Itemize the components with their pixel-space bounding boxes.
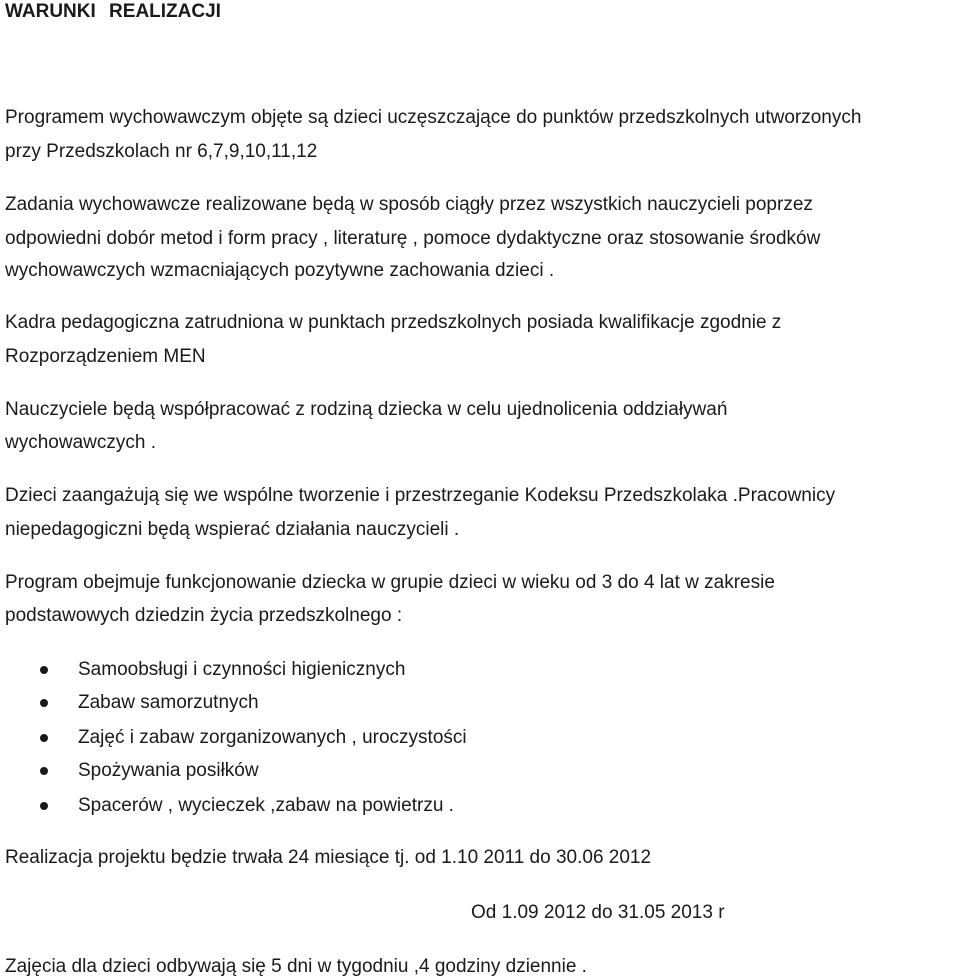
list-item xyxy=(0,726,960,750)
paragraph-5-line-1: Dzieci zaangażują się we wspólne tworzenie i przestrzeganie Kodeksu Przedszkolaka .Pracownicy xyxy=(5,485,836,506)
paragraph-4-line-1: Nauczyciele będą współpracować z rodziną dziecka w celu ujednolicenia oddziaływań xyxy=(5,399,728,420)
list-item xyxy=(0,794,960,818)
list-item-text: Spacerów , wycieczek ,zabaw na powietrzu . xyxy=(78,795,454,816)
paragraph-4-line-2: wychowawczych . xyxy=(5,432,156,453)
list-item-text: Zajęć i zabaw zorganizowanych , uroczystości xyxy=(78,727,467,748)
list-item xyxy=(0,691,960,715)
paragraph-5-line-2: niepedagogiczni będą wspierać działania nauczycieli . xyxy=(5,519,460,540)
bullet-icon xyxy=(40,802,48,810)
paragraph-6-line-1: Program obejmuje funkcjonowanie dziecka w grupie dzieci w wieku od 3 do 4 lat w zakresie xyxy=(5,572,775,593)
paragraph-1-line-1: Programem wychowawczym objęte są dzieci uczęszczające do punktów przedszkolnych utworzonych xyxy=(5,107,862,128)
list-item-text: Spożywania posiłków xyxy=(78,760,259,781)
bullet-icon xyxy=(40,699,48,707)
paragraph-2-line-3: wychowawczych wzmacniających pozytywne zachowania dzieci . xyxy=(5,260,555,281)
bullet-icon xyxy=(40,666,48,674)
paragraph-2-line-2: odpowiedni dobór metod i form pracy , literaturę , pomoce dydaktyczne oraz stosowanie środków xyxy=(5,228,821,249)
paragraph-1-line-2: przy Przedszkolach nr 6,7,9,10,11,12 xyxy=(5,141,318,162)
list-item-text: Samoobsługi i czynności higienicznych xyxy=(78,659,406,680)
document-title: WARUNKI REALIZACJI xyxy=(5,1,221,22)
list-item xyxy=(0,759,960,783)
bullet-icon xyxy=(40,734,48,742)
realization-period-line-1: Realizacja projektu będzie trwała 24 miesiące tj. od 1.10 2011 do 30.06 2012 xyxy=(5,847,652,868)
paragraph-3-line-1: Kadra pedagogiczna zatrudniona w punktach przedszkolnych posiada kwalifikacje zgodnie z xyxy=(5,312,782,333)
paragraph-6-line-2: podstawowych dziedzin życia przedszkolnego : xyxy=(5,605,403,626)
realization-period-line-2: Od 1.09 2012 do 31.05 2013 r xyxy=(471,902,725,923)
list-item xyxy=(0,658,960,682)
schedule-text: Zajęcia dla dzieci odbywają się 5 dni w tygodniu ,4 godziny dziennie . xyxy=(5,956,587,977)
paragraph-2-line-1: Zadania wychowawcze realizowane będą w sposób ciągły przez wszystkich nauczycieli poprzez xyxy=(5,194,813,215)
list-item-text: Zabaw samorzutnych xyxy=(78,692,259,713)
bullet-icon xyxy=(40,767,48,775)
paragraph-3-line-2: Rozporządzeniem MEN xyxy=(5,346,206,367)
